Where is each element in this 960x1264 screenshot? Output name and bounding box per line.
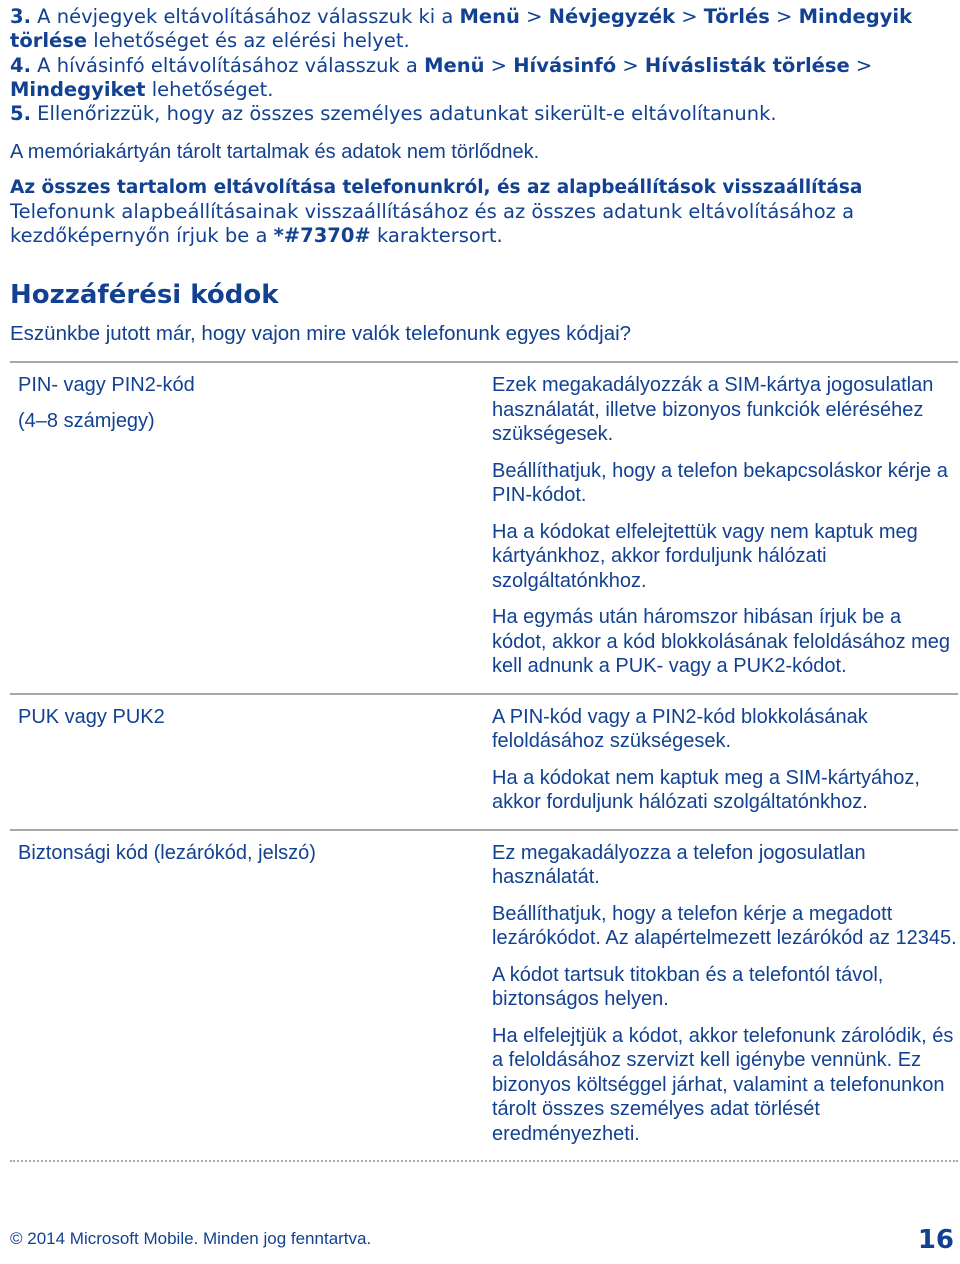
table-row [10,829,958,1161]
step-4 [10,54,950,102]
code-description-cell [484,841,958,1147]
code-description: Ha a kódokat elfelejtettük vagy nem kaptuk meg kártyánkhoz, akkor forduljunk hálózati szolgáltatónkhoz. [492,520,918,592]
path-separator: > [849,54,873,77]
code-description: Ha a kódokat nem kaptuk meg a SIM-kártyához, akkor forduljunk hálózati szolgáltatónkhoz. [492,766,920,813]
reset-text-before: Telefonunk alapbeállításainak visszaállításához és az összes adatunk eltávolításához a kezdőképernyőn írjuk be a [10,200,855,247]
step-text: A névjegyek eltávolításához válasszuk ki a [30,5,460,28]
reset-code: *#7370# [273,224,371,247]
menu-path-item: Híváslisták törlése [644,54,850,77]
code-description: Beállíthatjuk, hogy a telefon bekapcsoláskor kérje a PIN-kódot. [492,459,948,506]
menu-path-item: Menü [424,54,485,77]
reset-heading: Az összes tartalom eltávolítása telefonunkról, és az alapbeállítások visszaállítása [10,177,863,198]
code-description: Beállíthatjuk, hogy a telefon kérje a megadott lezárókódot. Az alapértelmezett lezárókód az 12345. [492,902,957,949]
path-separator: > [519,5,549,28]
menu-path-item: Mindegyiket [10,78,146,101]
reset-text-after: karaktersort. [370,224,503,247]
code-name: Biztonsági kód (lezárókód, jelszó) [18,841,316,864]
copyright-notice: © 2014 Microsoft Mobile. Minden jog fenntartva. [10,1229,372,1248]
code-description: Ezek megakadályozzák a SIM-kártya jogosulatlan használatát, illetve bizonyos funkciók eléréséhez szükségesek. [492,374,934,445]
code-description: A PIN-kód vagy a PIN2-kód blokkolásának feloldásához szükségesek. [492,705,868,752]
page-number: 16 [917,1225,954,1255]
step-text: A hívásinfó eltávolításához válasszuk a [30,54,425,77]
memory-card-note: A memóriakártyán tárolt tartalmak és adatok nem törlődnek. [10,141,540,163]
section-intro: Eszünkbe jutott már, hogy vajon mire valók telefonunk egyes kódjai? [10,322,632,345]
reset-text [10,200,950,248]
code-name: PIN- vagy PIN2-kód [18,374,195,396]
code-name: PUK vagy PUK2 [18,705,165,728]
table-bottom-rule [10,1160,958,1162]
code-description-cell [484,373,958,679]
path-separator: > [616,54,645,77]
step-number: 3. [10,5,31,28]
path-separator: > [675,5,704,28]
code-description-cell [484,705,958,815]
code-description: Ha egymás után háromszor hibásan írjuk be a kódot, akkor a kód blokkolásának feloldásához meg kell adnunk a PUK- vagy a PUK2-kódot. [492,606,951,677]
step-text: lehetőséget és az elérési helyet. [87,29,410,52]
table-row [10,361,958,693]
menu-path-item: Törlés [703,5,770,28]
menu-path-item: Mindegyik törlése [10,5,913,52]
menu-path-item: Menü [459,5,520,28]
code-name-cell [10,841,484,1147]
step-text: Ellenőrizzük, hogy az összes személyes adatunkat sikerült-e eltávolítanunk. [30,102,777,125]
step-5 [10,102,950,126]
menu-path-item: Névjegyzék [548,5,676,28]
code-description: Ez megakadályozza a telefon jogosulatlan használatát. [492,841,866,888]
step-text: lehetőséget. [145,78,274,101]
code-name-cell [10,373,484,679]
menu-path-item: Hívásinfó [513,54,617,77]
code-description: Ha elfelejtjük a kódot, akkor telefonunk zárolódik, és a feloldásához szervizt kell igénybe vennünk. Ez bizonyos költséggel járhat, valamint a telefonunkon tárolt összes személyes adat törlését eredményezheti. [492,1024,954,1145]
path-separator: > [484,54,514,77]
step-number: 4. [10,54,31,77]
access-codes-table [10,361,958,1162]
code-name-cell [10,705,484,815]
code-description: A kódot tartsuk titokban és a telefontól távol, biztonságos helyen. [492,963,884,1010]
section-title: Hozzáférési kódok [10,280,279,310]
path-separator: > [769,5,799,28]
step-3 [10,5,950,53]
table-row [10,693,958,829]
step-number: 5. [10,102,31,125]
code-name-detail: (4–8 számjegy) [18,410,155,432]
